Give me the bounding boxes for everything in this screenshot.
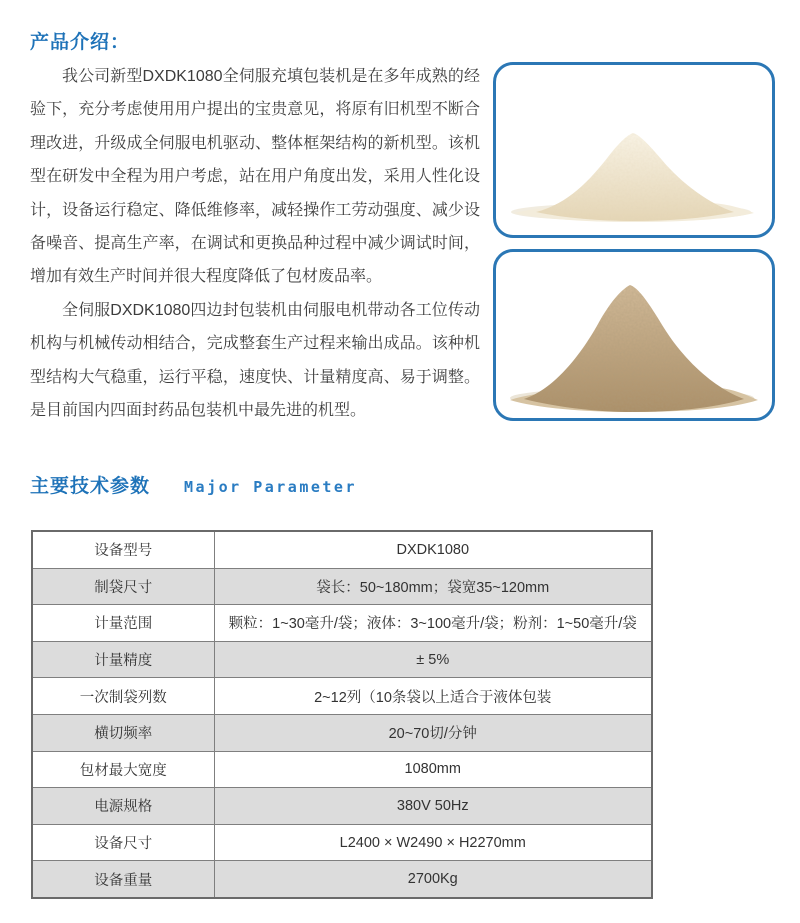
table-row: [32, 788, 652, 825]
parameters-table: [31, 530, 653, 899]
param-label: 设备型号: [32, 531, 214, 568]
param-label: 电源规格: [32, 788, 214, 825]
intro-paragraph-2: 全伺服DXDK1080四边封包装机由伺服电机带动各工位传动机构与机械传动相结合，完成整套生产过程来输出成品。该种机型结构大气稳重，运行平稳，速度快、计量精度高、易于调整。是目前国内四面封药品包装机中最先进的机型。: [30, 301, 480, 420]
table-row: [32, 641, 652, 678]
param-value: 1080mm: [214, 751, 652, 788]
table-row: [32, 568, 652, 605]
table-row: [32, 861, 652, 898]
param-value: ± 5%: [214, 641, 652, 678]
params-heading-en: Major Parameter: [184, 478, 357, 496]
table-row: [32, 605, 652, 642]
params-heading: [30, 471, 357, 498]
param-value: 颗粒：1~30毫升/袋；液体：3~100毫升/袋；粉剂：1~50毫升/袋: [214, 605, 652, 642]
rice-pile-image: [496, 65, 772, 235]
intro-heading: 产品介绍：: [30, 32, 131, 53]
param-label: 横切频率: [32, 714, 214, 751]
param-label: 一次制袋列数: [32, 678, 214, 715]
param-value: L2400 × W2490 × H2270mm: [214, 824, 652, 861]
rice-photo-frame: [493, 62, 775, 238]
table-row: [32, 714, 652, 751]
param-label: 制袋尺寸: [32, 568, 214, 605]
intro-text-block: [30, 60, 480, 427]
param-label: 设备尺寸: [32, 824, 214, 861]
param-value: 20~70切/分钟: [214, 714, 652, 751]
param-label: 计量范围: [32, 605, 214, 642]
param-value: 2~12列（10条袋以上适合于液体包装: [214, 678, 652, 715]
intro-paragraph-1: 我公司新型DXDK1080全伺服充填包装机是在多年成熟的经验下，充分考虑使用用户提出的宝贵意见，将原有旧机型不断合理改进，升级成全伺服电机驱动、整体框架结构的新机型。该机型在研发中全程为用户考虑，站在用户角度出发，采用人性化设计，设备运行稳定、降低维修率，减轻操作工劳动强度、减少设备噪音、提高生产率，在调试和更换品种过程中减少调试时间，增加有效生产时间并很大程度降低了包材废品率。: [30, 68, 480, 286]
param-value: 2700Kg: [214, 861, 652, 898]
table-row: [32, 531, 652, 568]
param-label: 计量精度: [32, 641, 214, 678]
param-value: 380V 50Hz: [214, 788, 652, 825]
table-row: [32, 824, 652, 861]
param-value: 袋长：50~180mm；袋宽35~120mm: [214, 568, 652, 605]
params-heading-cn: 主要技术参数: [30, 476, 151, 497]
powder-photo-frame: [493, 249, 775, 421]
param-label: 设备重量: [32, 861, 214, 898]
table-row: [32, 678, 652, 715]
param-value: DXDK1080: [214, 531, 652, 568]
powder-pile-image: [496, 252, 772, 418]
param-label: 包材最大宽度: [32, 751, 214, 788]
table-row: [32, 751, 652, 788]
